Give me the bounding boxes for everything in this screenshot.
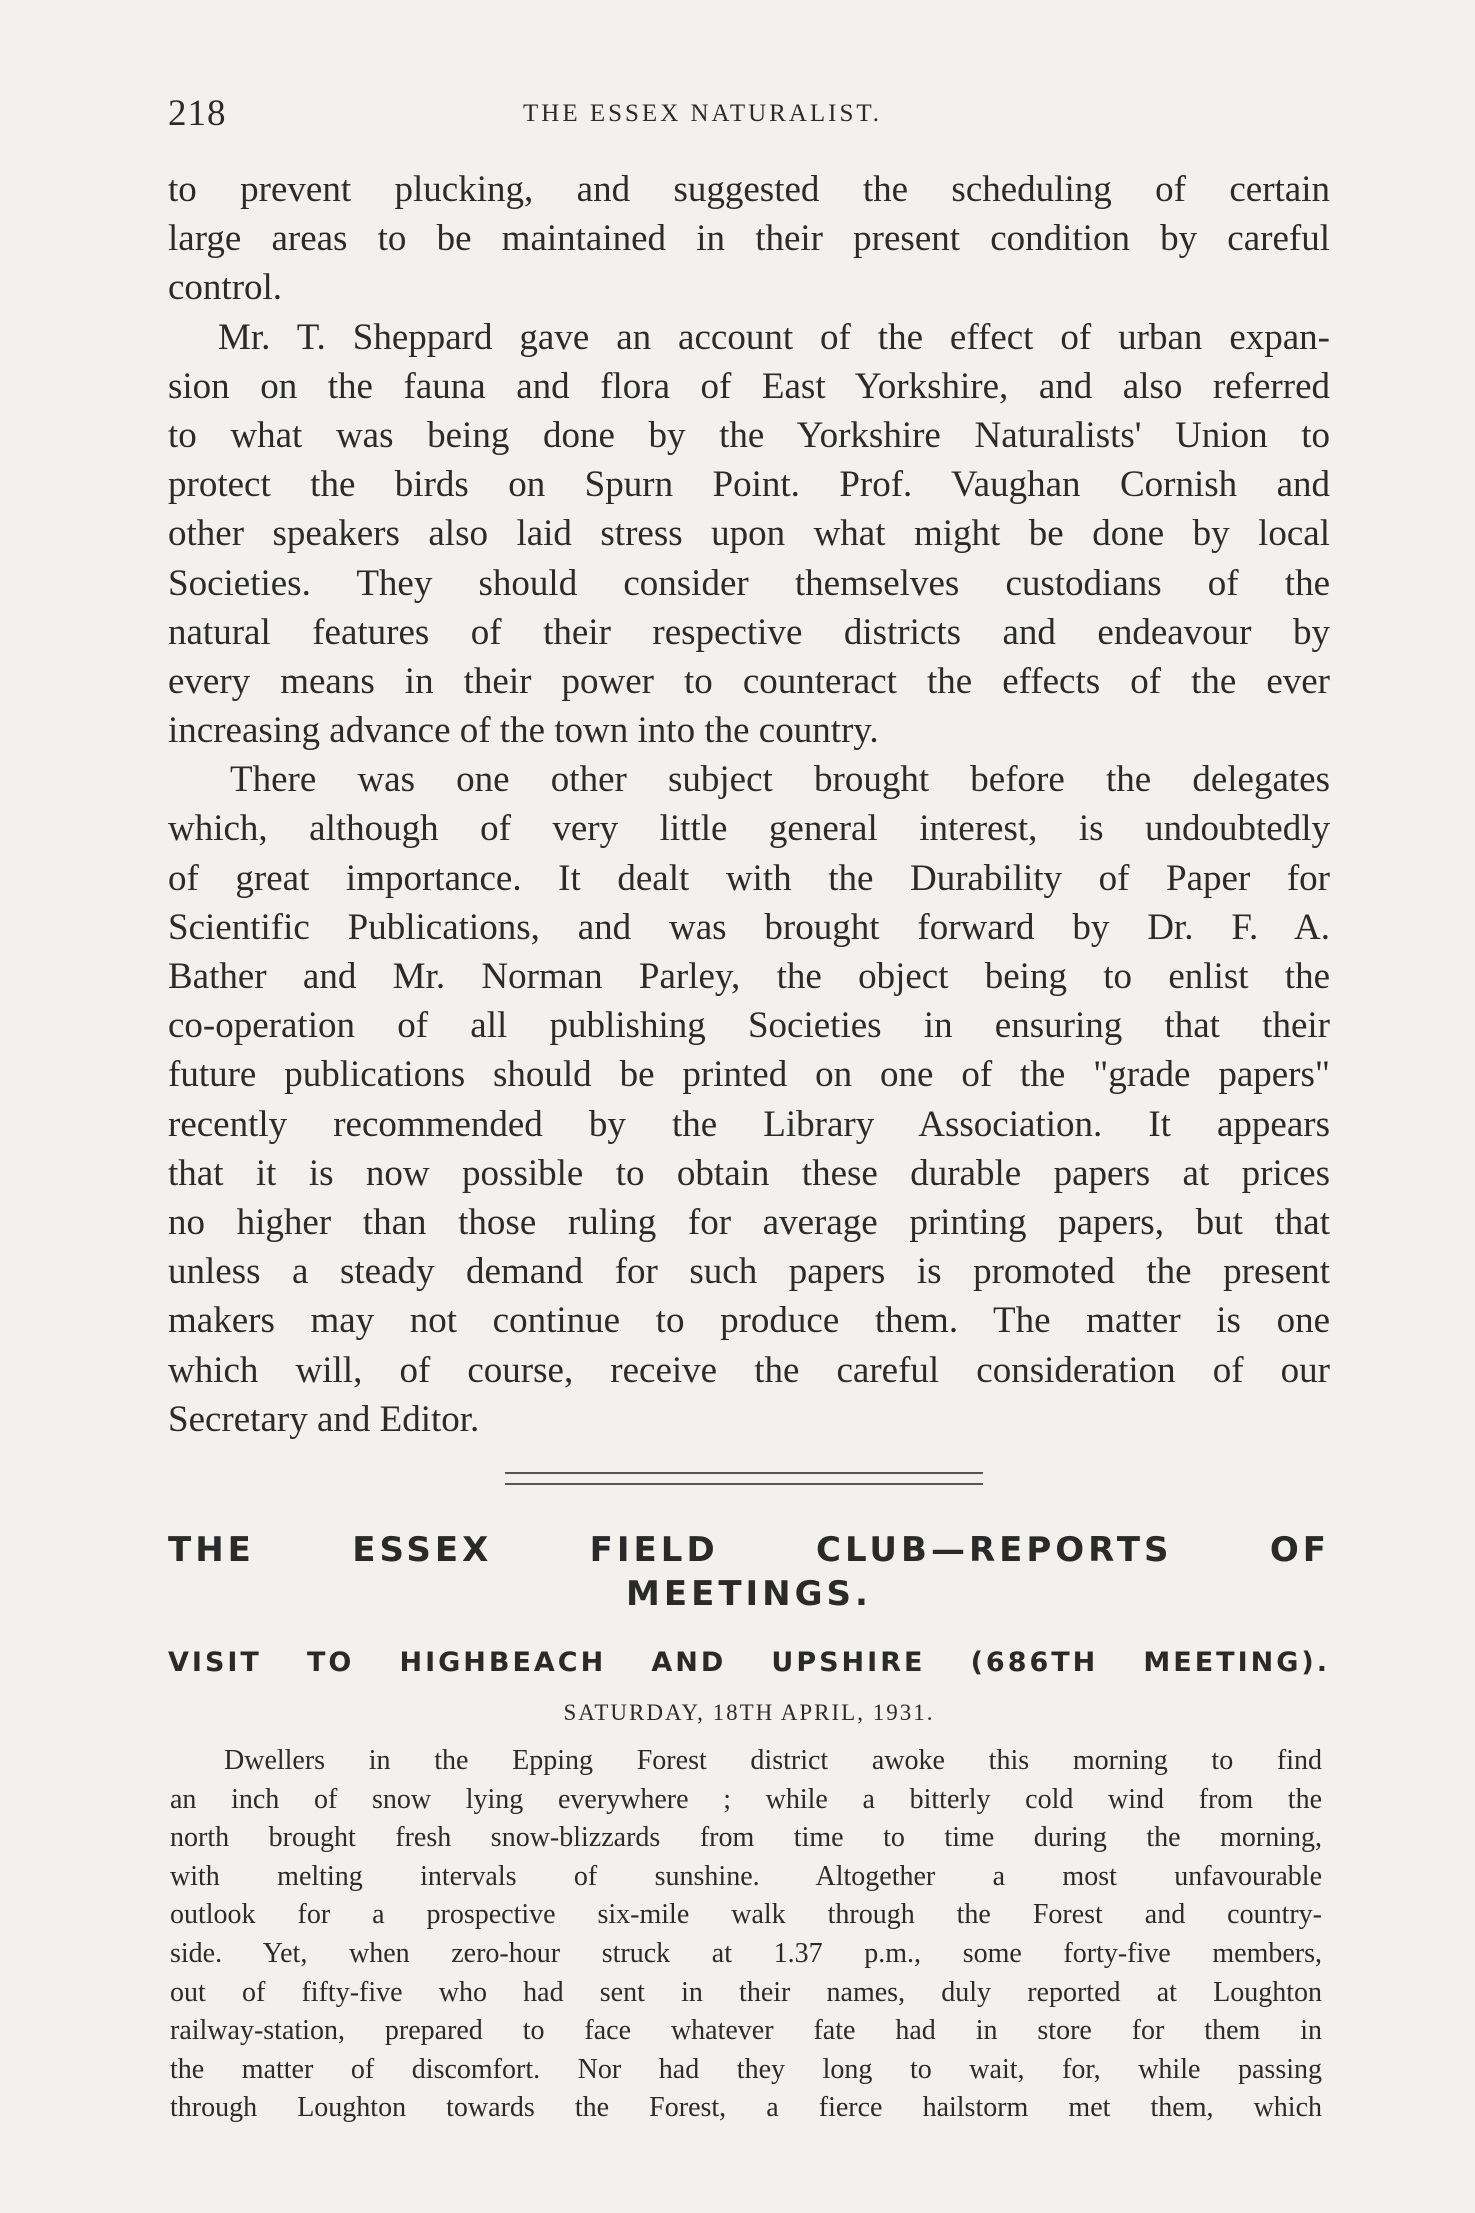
- body-line: There was one other subject brought before the delegates: [230, 759, 1330, 801]
- body-line: to prevent plucking, and suggested the scheduling of certain: [168, 169, 1330, 210]
- body-line: of great importance. It dealt with the Durability of Paper for: [168, 857, 1330, 899]
- visit-date: SATURDAY, 18TH APRIL, 1931.: [563, 1700, 935, 1725]
- body-line: which will, of course, receive the careful consideration of our: [168, 1349, 1330, 1391]
- report-line: the matter of discomfort. Nor had they long to wait, for, while passing: [170, 2053, 1322, 2085]
- body-line: future publications should be printed on one of the "grade papers": [168, 1054, 1330, 1096]
- section-divider: [505, 1472, 983, 1485]
- body-line: sion on the fauna and flora of East Yorkshire, and also referred: [168, 365, 1330, 407]
- report-text: [170, 1742, 1322, 2128]
- body-text: [168, 165, 1330, 1444]
- body-line: no higher than those ruling for average printing papers, but that: [168, 1201, 1330, 1243]
- report-line: with melting intervals of sunshine. Altogether a most unfavourable: [170, 1860, 1322, 1892]
- report-line: north brought fresh snow-blizzards from time to time during the morning,: [170, 1822, 1322, 1854]
- body-line: makers may not continue to produce them. The matter is one: [168, 1300, 1330, 1342]
- body-line: control.: [168, 267, 283, 309]
- body-line: to what was being done by the Yorkshire Naturalists' Union to: [168, 414, 1330, 456]
- body-line: Mr. T. Sheppard gave an account of the effect of urban expan-: [218, 316, 1330, 358]
- body-line: that it is now possible to obtain these durable papers at prices: [168, 1152, 1330, 1194]
- report-line: side. Yet, when zero-hour struck at 1.37 p.m., some forty-five members,: [170, 1937, 1322, 1969]
- body-line: recently recommended by the Library Association. It appears: [168, 1103, 1330, 1145]
- body-line: every means in their power to counteract the effects of the ever: [168, 660, 1330, 702]
- body-line: increasing advance of the town into the country.: [168, 710, 879, 752]
- body-line: unless a steady demand for such papers is promoted the present: [168, 1251, 1330, 1293]
- body-line: Societies. They should consider themselves custodians of the: [168, 562, 1330, 604]
- report-line: out of fifty-five who had sent in their names, duly reported at Loughton: [170, 1976, 1322, 2008]
- body-line: protect the birds on Spurn Point. Prof. Vaughan Cornish and: [168, 464, 1330, 506]
- visit-heading: VISIT TO HIGHBEACH AND UPSHIRE (686TH MEETING).: [168, 1647, 1330, 1678]
- body-line: Scientific Publications, and was brought forward by Dr. F. A.: [168, 906, 1330, 948]
- body-line: other speakers also laid stress upon what might be done by local: [168, 513, 1330, 555]
- section-title-line2: MEETINGS.: [626, 1574, 872, 1614]
- running-title: THE ESSEX NATURALIST.: [523, 100, 883, 127]
- report-line: outlook for a prospective six-mile walk through the Forest and country-: [170, 1899, 1322, 1931]
- report-line: railway-station, prepared to face whatever fate had in store for them in: [170, 2015, 1322, 2047]
- body-line: Secretary and Editor.: [168, 1398, 480, 1440]
- report-line: an inch of snow lying everywhere ; while a bitterly cold wind from the: [170, 1783, 1322, 1815]
- body-line: large areas to be maintained in their present condition by careful: [168, 218, 1330, 260]
- body-line: which, although of very little general interest, is undoubtedly: [168, 808, 1330, 850]
- body-line: co-operation of all publishing Societies in ensuring that their: [168, 1005, 1330, 1047]
- running-head: [168, 92, 1328, 132]
- report-line: Dwellers in the Epping Forest district awoke this morning to find: [224, 1745, 1322, 1776]
- body-line: Bather and Mr. Norman Parley, the object being to enlist the: [168, 956, 1330, 997]
- report-line: through Loughton towards the Forest, a fierce hailstorm met them, which: [170, 2092, 1322, 2124]
- page-number: 218: [168, 93, 227, 134]
- section-title: [168, 1528, 1330, 1616]
- body-line: natural features of their respective districts and endeavour by: [168, 611, 1330, 653]
- section-title-line1: THE ESSEX FIELD CLUB—REPORTS OF: [168, 1530, 1330, 1570]
